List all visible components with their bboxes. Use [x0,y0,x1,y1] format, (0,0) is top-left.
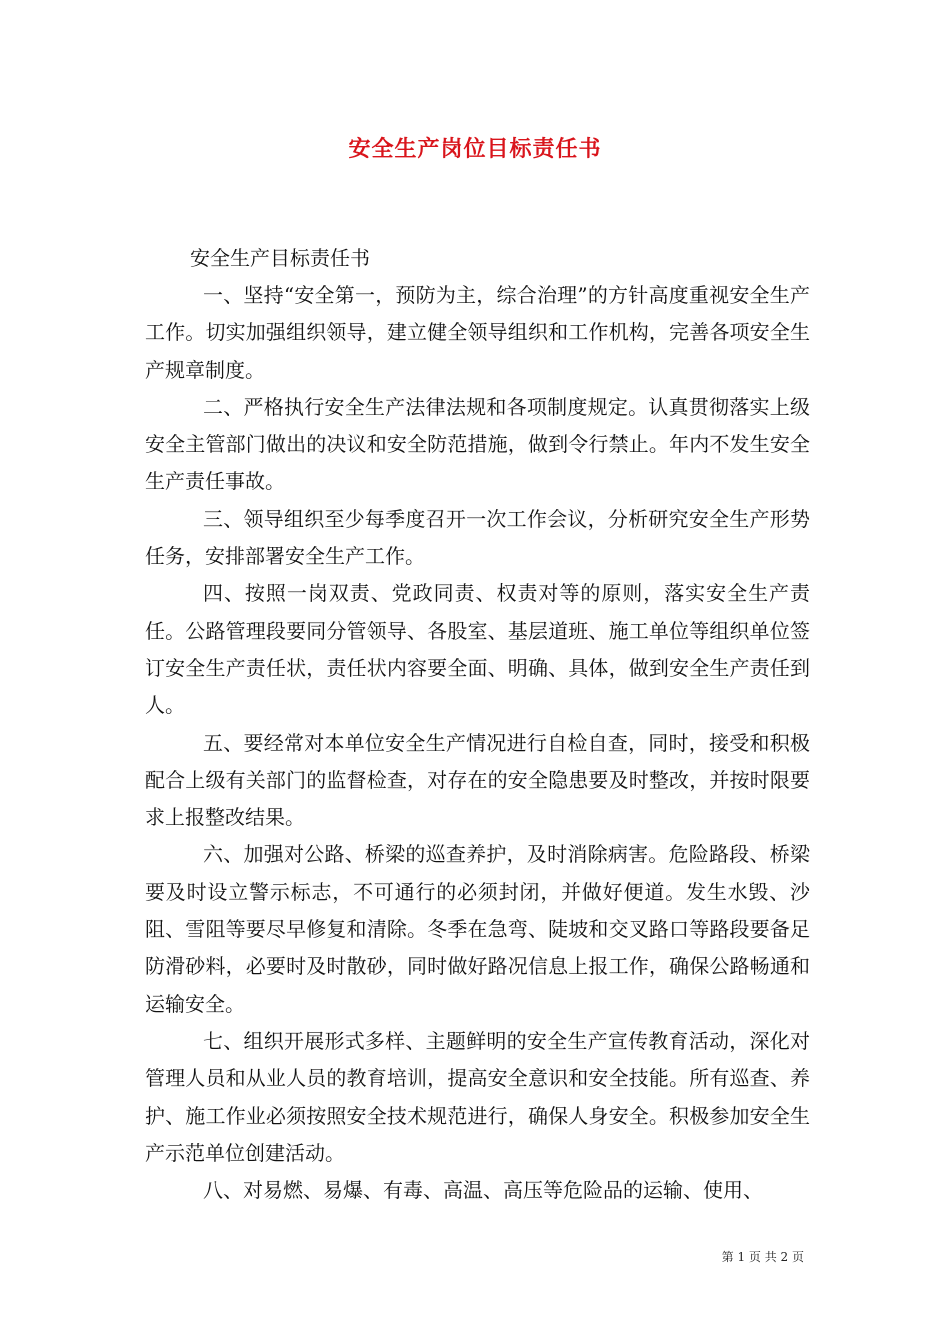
document-title: 安全生产岗位目标责任书 [348,136,602,162]
paragraph-6: 六、加强对公路、桥梁的巡查养护，及时消除病害。危险路段、桥梁要及时设立警示标志，不可通行的必须封闭，并做好便道。发生水毁、沙阻、雪阻等要尽早修复和清除。冬季在急弯、陡坡和交叉路口等路段要备足防滑砂料，必要时及时散砂，同时做好路况信息上报工作，确保公路畅通和运输安全。 [145,842,810,1016]
document-subtitle: 安全生产目标责任书 [190,246,370,270]
paragraph-3: 三、领导组织至少每季度召开一次工作会议，分析研究安全生产形势任务，安排部署安全生产工作。 [145,506,810,569]
document-body [145,240,810,1209]
page-number-footer: 第 1 页 共 2 页 [721,1250,804,1264]
paragraph-8: 八、对易燃、易爆、有毒、高温、高压等危险品的运输、使用、 [203,1178,763,1203]
paragraph-2: 二、严格执行安全生产法律法规和各项制度规定。认真贯彻落实上级安全主管部门做出的决议和安全防范措施，做到令行禁止。年内不发生安全生产责任事故。 [145,394,810,494]
paragraph-1: 一、坚持“安全第一，预防为主，综合治理”的方针高度重视安全生产工作。切实加强组织领导，建立健全领导组织和工作机构，完善各项安全生产规章制度。 [145,283,810,382]
paragraph-4: 四、按照一岗双责、党政同责、权责对等的原则，落实安全生产责任。公路管理段要同分管领导、各股室、基层道班、施工单位等组织单位签订安全生产责任状，责任状内容要全面、明确、具体，做到安全生产责任到人。 [145,581,810,718]
paragraph-5: 五、要经常对本单位安全生产情况进行自检自查，同时，接受和积极配合上级有关部门的监督检查，对存在的安全隐患要及时整改，并按时限要求上报整改结果。 [145,730,810,830]
paragraph-7: 七、组织开展形式多样、主题鲜明的安全生产宣传教育活动，深化对管理人员和从业人员的教育培训，提高安全意识和安全技能。所有巡查、养护、施工作业必须按照安全技术规范进行，确保人身安全。积极参加安全生产示范单位创建活动。 [145,1028,810,1165]
